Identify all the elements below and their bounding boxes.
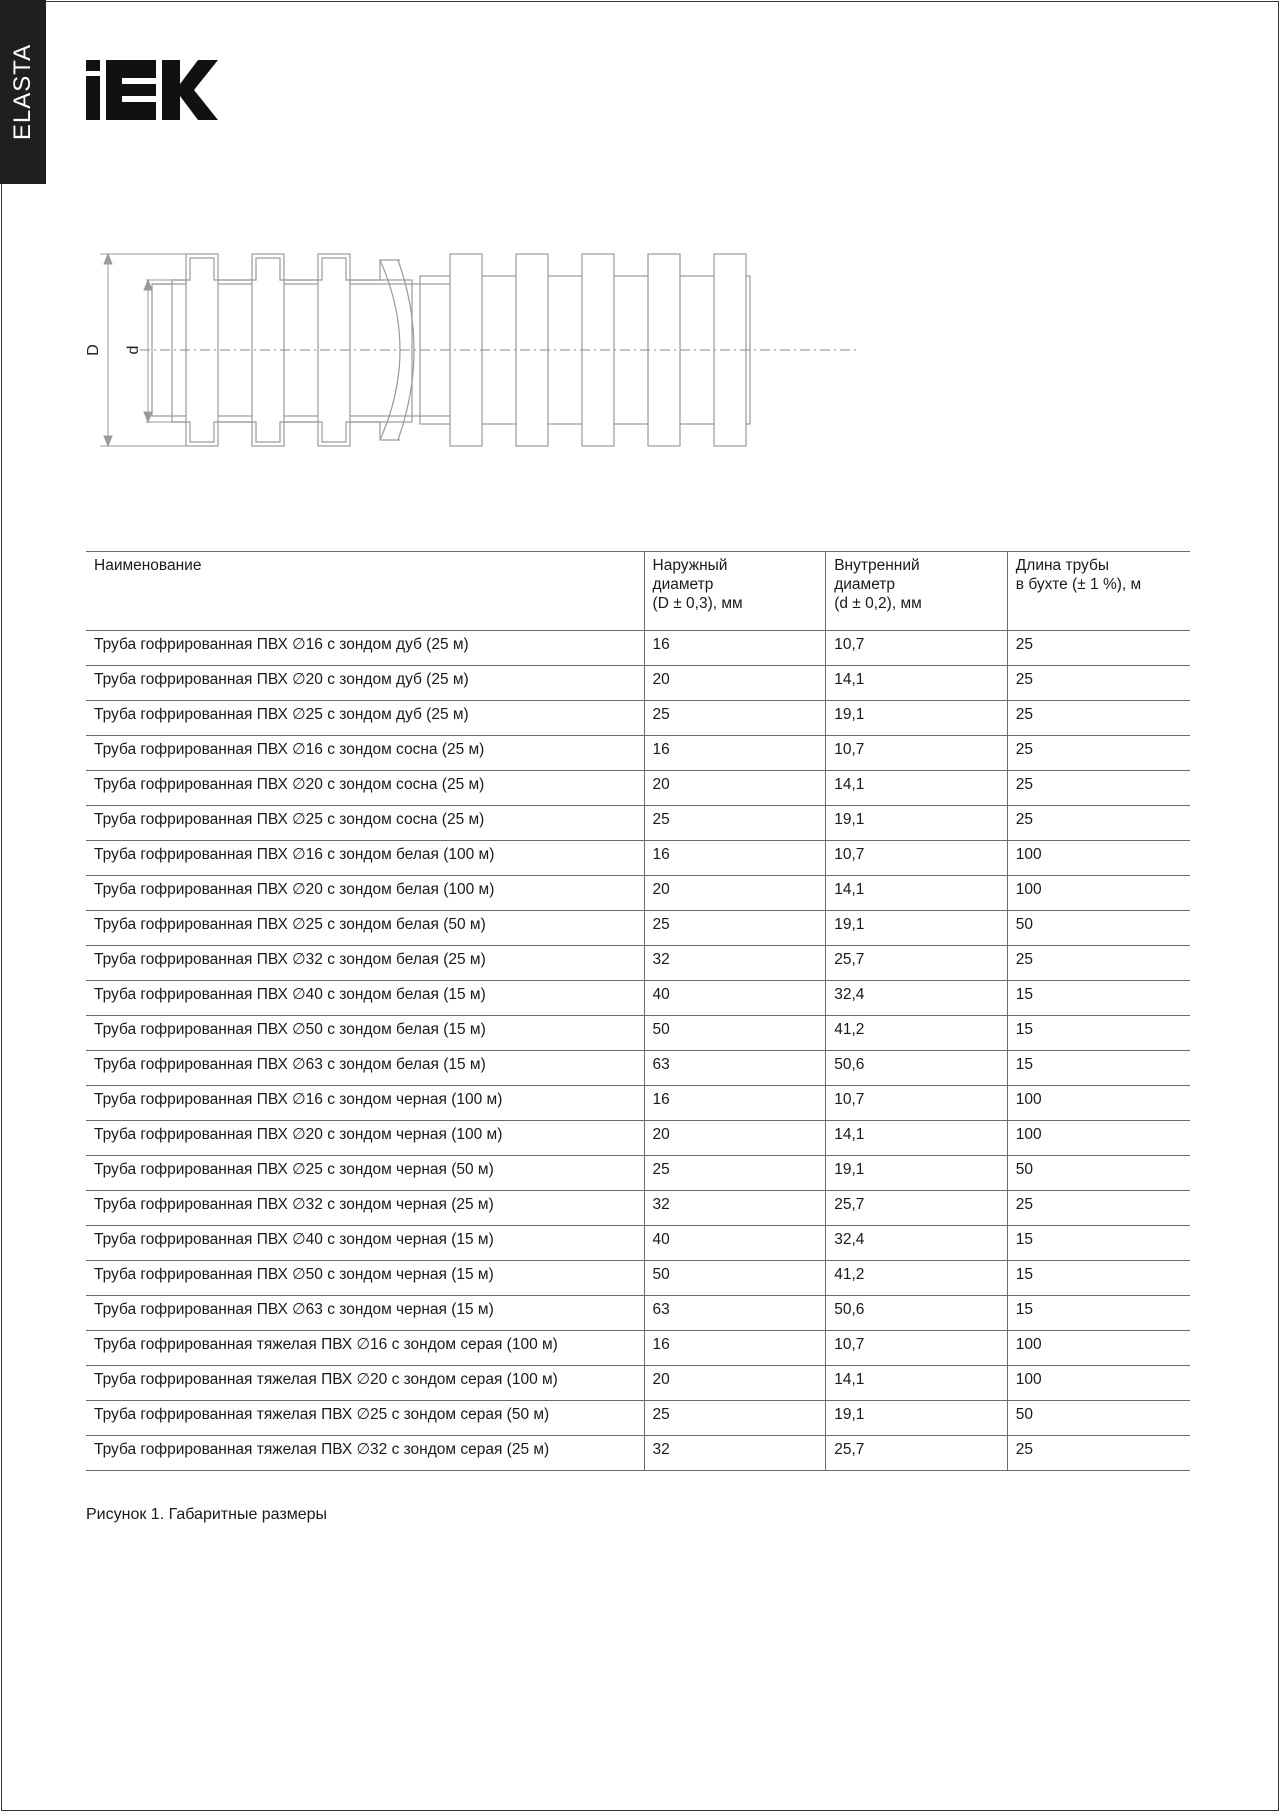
table-row xyxy=(86,1191,1190,1226)
cell-outer-diameter: 20 xyxy=(644,876,826,911)
cell-name: Труба гофрированная ПВХ ∅50 с зондом белая (15 м) xyxy=(86,1016,644,1051)
cell-outer-diameter: 20 xyxy=(644,771,826,806)
cell-length: 25 xyxy=(1007,1436,1190,1471)
cell-outer-diameter: 50 xyxy=(644,1016,826,1051)
cell-inner-diameter: 19,1 xyxy=(826,1156,1008,1191)
cell-name: Труба гофрированная ПВХ ∅20 с зондом дуб (25 м) xyxy=(86,666,644,701)
cell-inner-diameter: 41,2 xyxy=(826,1016,1008,1051)
cell-inner-diameter: 14,1 xyxy=(826,1366,1008,1401)
cell-name: Труба гофрированная ПВХ ∅25 с зондом белая (50 м) xyxy=(86,911,644,946)
header-inner-line: (d ± 0,2), мм xyxy=(834,595,922,612)
table-row xyxy=(86,981,1190,1016)
cell-inner-diameter: 14,1 xyxy=(826,666,1008,701)
cell-inner-diameter: 19,1 xyxy=(826,911,1008,946)
cell-length: 100 xyxy=(1007,1121,1190,1156)
side-tab-label: ELASTA xyxy=(9,43,36,141)
cell-length: 15 xyxy=(1007,1016,1190,1051)
header-outer-diameter xyxy=(644,552,826,631)
cell-outer-diameter: 20 xyxy=(644,1366,826,1401)
cell-name: Труба гофрированная ПВХ ∅32 с зондом черная (25 м) xyxy=(86,1191,644,1226)
cell-length: 15 xyxy=(1007,1261,1190,1296)
cell-name: Труба гофрированная ПВХ ∅16 с зондом сосна (25 м) xyxy=(86,736,644,771)
header-length-line: Длина трубы xyxy=(1015,557,1109,574)
cell-outer-diameter: 50 xyxy=(644,1261,826,1296)
cell-outer-diameter: 25 xyxy=(644,1401,826,1436)
cell-inner-diameter: 25,7 xyxy=(826,1191,1008,1226)
cell-outer-diameter: 16 xyxy=(644,1331,826,1366)
cell-outer-diameter: 25 xyxy=(644,701,826,736)
cell-outer-diameter: 63 xyxy=(644,1296,826,1331)
cell-name: Труба гофрированная ПВХ ∅40 с зондом белая (15 м) xyxy=(86,981,644,1016)
cell-length: 100 xyxy=(1007,1331,1190,1366)
cell-name: Труба гофрированная ПВХ ∅50 с зондом черная (15 м) xyxy=(86,1261,644,1296)
table-row xyxy=(86,841,1190,876)
table-row xyxy=(86,1261,1190,1296)
cell-outer-diameter: 16 xyxy=(644,736,826,771)
header-length-line: в бухте (± 1 %), м xyxy=(1015,576,1142,593)
cell-name: Труба гофрированная ПВХ ∅16 с зондом черная (100 м) xyxy=(86,1086,644,1121)
cell-inner-diameter: 32,4 xyxy=(826,981,1008,1016)
cell-length: 25 xyxy=(1007,1191,1190,1226)
cell-inner-diameter: 19,1 xyxy=(826,1401,1008,1436)
cell-outer-diameter: 16 xyxy=(644,841,826,876)
cell-length: 25 xyxy=(1007,736,1190,771)
cell-name: Труба гофрированная ПВХ ∅63 с зондом белая (15 м) xyxy=(86,1051,644,1086)
cell-inner-diameter: 10,7 xyxy=(826,631,1008,666)
table-row xyxy=(86,701,1190,736)
cell-length: 15 xyxy=(1007,981,1190,1016)
cell-inner-diameter: 41,2 xyxy=(826,1261,1008,1296)
figure-caption: Рисунок 1. Габаритные размеры xyxy=(86,1506,328,1523)
inner-diameter-label: d xyxy=(125,345,142,355)
cell-name: Труба гофрированная тяжелая ПВХ ∅25 с зондом серая (50 м) xyxy=(86,1401,644,1436)
header-name: Наименование xyxy=(86,552,644,631)
outer-diameter-label: D xyxy=(85,344,102,356)
cell-outer-diameter: 20 xyxy=(644,666,826,701)
iek-logo xyxy=(86,60,218,120)
cell-length: 25 xyxy=(1007,806,1190,841)
table-row xyxy=(86,946,1190,981)
table-row xyxy=(86,771,1190,806)
cell-outer-diameter: 32 xyxy=(644,946,826,981)
table-row xyxy=(86,876,1190,911)
header-outer-line: Наружный xyxy=(652,557,728,574)
cell-length: 100 xyxy=(1007,1366,1190,1401)
cell-name: Труба гофрированная ПВХ ∅40 с зондом черная (15 м) xyxy=(86,1226,644,1261)
table-row xyxy=(86,1086,1190,1121)
cell-length: 15 xyxy=(1007,1226,1190,1261)
table-row xyxy=(86,1436,1190,1471)
cell-inner-diameter: 10,7 xyxy=(826,1331,1008,1366)
cell-name: Труба гофрированная тяжелая ПВХ ∅16 с зондом серая (100 м) xyxy=(86,1331,644,1366)
cell-inner-diameter: 14,1 xyxy=(826,1121,1008,1156)
table-body xyxy=(86,631,1190,1471)
cell-length: 25 xyxy=(1007,771,1190,806)
cell-length: 15 xyxy=(1007,1296,1190,1331)
cell-name: Труба гофрированная ПВХ ∅16 с зондом дуб (25 м) xyxy=(86,631,644,666)
cell-outer-diameter: 63 xyxy=(644,1051,826,1086)
cell-name: Труба гофрированная ПВХ ∅32 с зондом белая (25 м) xyxy=(86,946,644,981)
cell-length: 25 xyxy=(1007,631,1190,666)
table-row xyxy=(86,1366,1190,1401)
cell-name: Труба гофрированная тяжелая ПВХ ∅20 с зондом серая (100 м) xyxy=(86,1366,644,1401)
cell-length: 50 xyxy=(1007,1401,1190,1436)
cell-inner-diameter: 19,1 xyxy=(826,806,1008,841)
table-row xyxy=(86,1016,1190,1051)
cell-outer-diameter: 40 xyxy=(644,981,826,1016)
cell-outer-diameter: 25 xyxy=(644,1156,826,1191)
table-row xyxy=(86,806,1190,841)
header-outer-line: диаметр xyxy=(652,576,714,593)
header-length xyxy=(1007,552,1190,631)
cell-inner-diameter: 50,6 xyxy=(826,1051,1008,1086)
cell-inner-diameter: 19,1 xyxy=(826,701,1008,736)
table-row xyxy=(86,631,1190,666)
cell-name: Труба гофрированная ПВХ ∅25 с зондом дуб (25 м) xyxy=(86,701,644,736)
cell-inner-diameter: 10,7 xyxy=(826,841,1008,876)
cell-length: 25 xyxy=(1007,701,1190,736)
cell-length: 50 xyxy=(1007,1156,1190,1191)
table-row xyxy=(86,1121,1190,1156)
cell-name: Труба гофрированная тяжелая ПВХ ∅32 с зондом серая (25 м) xyxy=(86,1436,644,1471)
cell-outer-diameter: 40 xyxy=(644,1226,826,1261)
cell-inner-diameter: 32,4 xyxy=(826,1226,1008,1261)
cell-outer-diameter: 32 xyxy=(644,1436,826,1471)
table-row xyxy=(86,666,1190,701)
cell-length: 15 xyxy=(1007,1051,1190,1086)
brand-side-tab xyxy=(0,0,46,184)
table-header-row xyxy=(86,552,1190,631)
cell-outer-diameter: 16 xyxy=(644,631,826,666)
cell-inner-diameter: 14,1 xyxy=(826,876,1008,911)
table-row xyxy=(86,1051,1190,1086)
cell-length: 50 xyxy=(1007,911,1190,946)
cell-inner-diameter: 50,6 xyxy=(826,1296,1008,1331)
cell-name: Труба гофрированная ПВХ ∅20 с зондом черная (100 м) xyxy=(86,1121,644,1156)
cell-inner-diameter: 25,7 xyxy=(826,946,1008,981)
cell-outer-diameter: 16 xyxy=(644,1086,826,1121)
logo-mark xyxy=(86,60,218,120)
cell-outer-diameter: 32 xyxy=(644,1191,826,1226)
cell-name: Труба гофрированная ПВХ ∅16 с зондом белая (100 м) xyxy=(86,841,644,876)
cell-name: Труба гофрированная ПВХ ∅25 с зондом сосна (25 м) xyxy=(86,806,644,841)
cell-name: Труба гофрированная ПВХ ∅20 с зондом белая (100 м) xyxy=(86,876,644,911)
cell-outer-diameter: 25 xyxy=(644,911,826,946)
table-row xyxy=(86,1156,1190,1191)
cell-name: Труба гофрированная ПВХ ∅20 с зондом сосна (25 м) xyxy=(86,771,644,806)
cell-name: Труба гофрированная ПВХ ∅63 с зондом черная (15 м) xyxy=(86,1296,644,1331)
table-row xyxy=(86,736,1190,771)
pipe-dimension-diagram xyxy=(80,240,880,460)
header-inner-line: Внутренний xyxy=(834,557,920,574)
table-row xyxy=(86,1296,1190,1331)
header-outer-line: (D ± 0,3), мм xyxy=(652,595,743,612)
cell-inner-diameter: 14,1 xyxy=(826,771,1008,806)
table-row xyxy=(86,911,1190,946)
cell-outer-diameter: 20 xyxy=(644,1121,826,1156)
header-inner-diameter xyxy=(826,552,1008,631)
table-row xyxy=(86,1331,1190,1366)
cell-inner-diameter: 10,7 xyxy=(826,736,1008,771)
cell-length: 25 xyxy=(1007,946,1190,981)
cell-length: 100 xyxy=(1007,841,1190,876)
spec-table xyxy=(86,551,1190,1471)
cell-length: 100 xyxy=(1007,876,1190,911)
cell-name: Труба гофрированная ПВХ ∅25 с зондом черная (50 м) xyxy=(86,1156,644,1191)
cell-outer-diameter: 25 xyxy=(644,806,826,841)
table-row xyxy=(86,1226,1190,1261)
cell-length: 25 xyxy=(1007,666,1190,701)
cell-inner-diameter: 25,7 xyxy=(826,1436,1008,1471)
cell-length: 100 xyxy=(1007,1086,1190,1121)
header-inner-line: диаметр xyxy=(834,576,896,593)
table-row xyxy=(86,1401,1190,1436)
cell-inner-diameter: 10,7 xyxy=(826,1086,1008,1121)
